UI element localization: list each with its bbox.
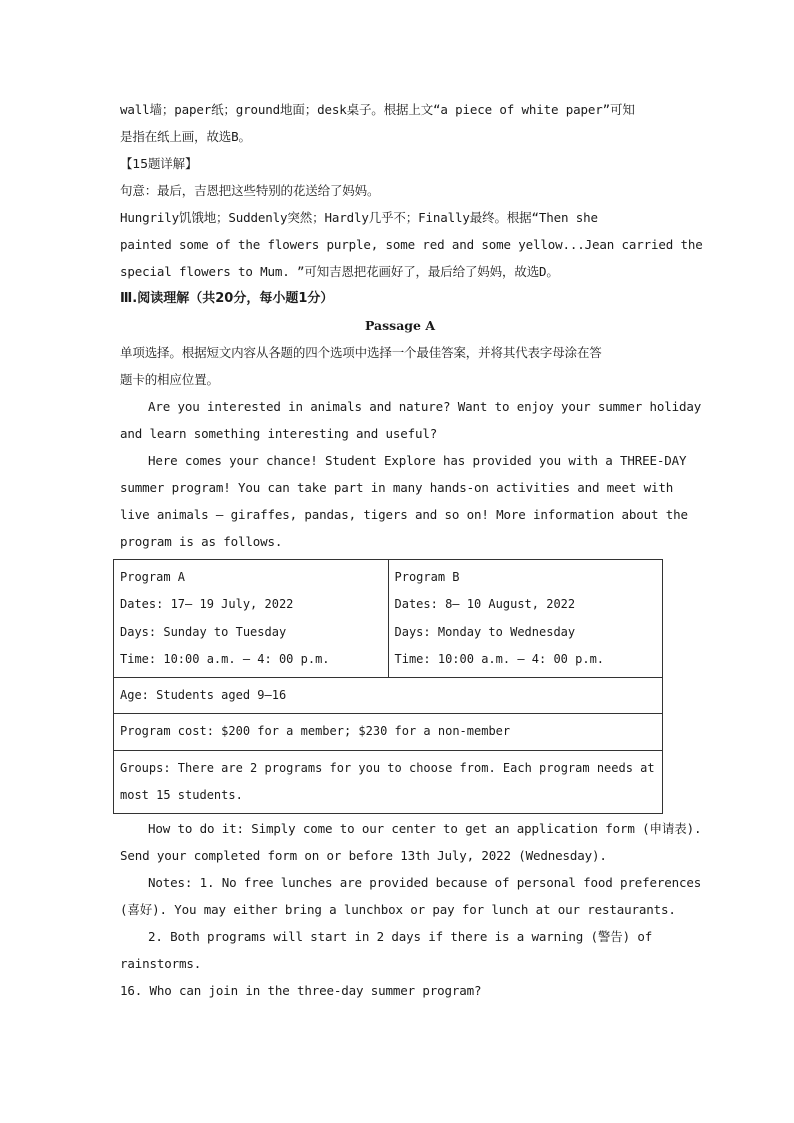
passage-title: Passage A (364, 318, 436, 333)
passage-line: Here comes your chance! Student Explore has provided you with a THREE-DAY (148, 453, 687, 468)
program-b-time: Time: 10:00 a.m. — 4: 00 p.m. (394, 651, 605, 666)
passage-line: program is as follows. (120, 534, 283, 549)
groups-text: most 15 students. (120, 788, 243, 803)
explanation-line: Hungrily饥饿地；Suddenly突然；Hardly几乎不；Finally最终。根据“Then she (120, 210, 598, 225)
program-b-days: Days: Monday to Wednesday (394, 624, 576, 639)
program-a-cell (114, 560, 389, 678)
question-16: 16. Who can join in the three-day summer program? (120, 983, 482, 998)
explanation-line: 句意：最后，吉恩把这些特别的花送给了妈妈。 (120, 183, 380, 198)
age-text: Age: Students aged 9—16 (120, 688, 287, 703)
passage-line: live animals — giraffes, pandas, tigers and so on! More information about the (120, 507, 688, 522)
explanation-line: wall墙；paper纸；ground地面；desk桌子。根据上文“a piece of white paper”可知 (120, 102, 635, 117)
passage-line: Are you interested in animals and nature? Want to enjoy your summer holiday (148, 399, 702, 414)
passage-line: and learn something interesting and useful? (120, 426, 438, 441)
passage-continued (120, 815, 702, 1004)
document-body (120, 96, 703, 555)
passage-line: How to do it: Simply come to our center to get an application form (申请表). (148, 821, 702, 836)
explanation-line: 是指在纸上画，故选B。 (120, 129, 251, 144)
instruction-line: 单项选择。根据短文内容从各题的四个选项中选择一个最佳答案，并将其代表字母涂在答 (120, 345, 602, 360)
program-a-dates: Dates: 17— 19 July, 2022 (120, 597, 294, 612)
passage-line: rainstorms. (120, 956, 202, 971)
program-b-title: Program B (394, 570, 460, 584)
groups-text: Groups: There are 2 programs for you to choose from. Each program needs at (120, 760, 655, 775)
passage-line: summer program! You can take part in many hands-on activities and meet with (120, 480, 674, 495)
section-title: Ⅲ.阅读理解（共20分，每小题1分） (120, 291, 334, 306)
program-b-dates: Dates: 8— 10 August, 2022 (394, 597, 576, 612)
program-b-cell (388, 560, 663, 678)
program-a-days: Days: Sunday to Tuesday (120, 624, 287, 639)
program-table (113, 559, 663, 814)
cost-cell (114, 714, 663, 750)
groups-cell (114, 750, 663, 814)
age-cell (114, 678, 663, 714)
passage-line: 2. Both programs will start in 2 days if there is a warning (警告) of (148, 929, 653, 944)
program-a-time: Time: 10:00 a.m. — 4: 00 p.m. (120, 651, 330, 666)
passage-line: (喜好). You may either bring a lunchbox or pay for lunch at our restaurants. (120, 902, 676, 917)
question-detail-heading: 【15题详解】 (120, 156, 198, 171)
instruction-line: 题卡的相应位置。 (120, 372, 219, 387)
cost-text: Program cost: $200 for a member; $230 for a non-member (120, 724, 511, 739)
passage-line: Send your completed form on or before 13th July, 2022 (Wednesday). (120, 848, 607, 863)
program-a-title: Program A (120, 570, 186, 584)
passage-line: Notes: 1. No free lunches are provided because of personal food preferences (148, 875, 702, 890)
explanation-line: painted some of the flowers purple, some red and some yellow...Jean carried the (120, 237, 703, 252)
explanation-line: special flowers to Mum. ”可知吉恩把花画好了，最后给了妈妈，故选D。 (120, 264, 559, 279)
